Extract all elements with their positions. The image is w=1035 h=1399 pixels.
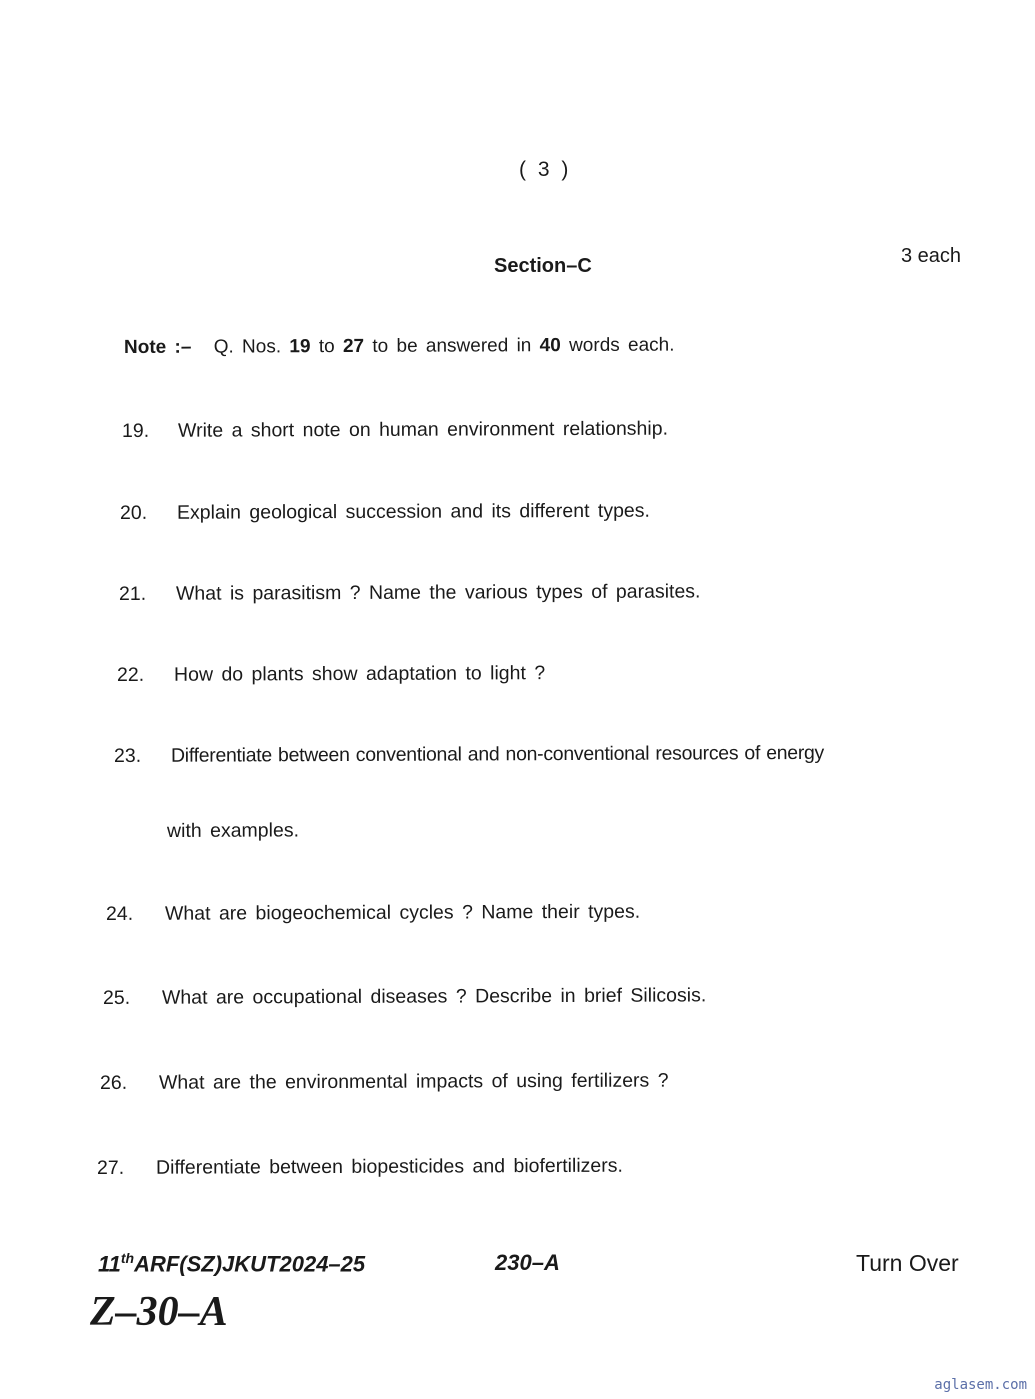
note-mid: to be answered in xyxy=(372,335,532,357)
exam-code-rest: ARF(SZ)JKUT2024–25 xyxy=(134,1251,366,1277)
question-24 xyxy=(105,900,641,926)
question-text: Write a short note on human environment relationship. xyxy=(177,417,669,442)
question-text: How do plants show adaptation to light ? xyxy=(173,662,546,686)
question-number: 23. xyxy=(113,744,142,767)
turn-over: Turn Over xyxy=(856,1250,959,1276)
question-text: Explain geological succession and its different types. xyxy=(176,499,650,524)
question-number: 21. xyxy=(118,582,147,605)
question-text: Differentiate between conventional and non-conventional resources of energy xyxy=(170,741,825,767)
question-text-continued: with examples. xyxy=(166,819,300,842)
question-number: 22. xyxy=(116,663,145,686)
question-20 xyxy=(119,499,650,525)
question-number: 19. xyxy=(121,419,150,442)
question-number: 20. xyxy=(119,501,148,524)
question-text: What are the environmental impacts of using fertilizers ? xyxy=(158,1069,669,1094)
note-to-word: to xyxy=(318,336,335,358)
question-26 xyxy=(99,1069,669,1095)
question-number: 25. xyxy=(102,986,131,1009)
question-number: 24. xyxy=(105,902,134,925)
note-to: 27 xyxy=(342,335,365,358)
question-22 xyxy=(116,662,546,687)
exam-code xyxy=(98,1250,365,1277)
question-text: Differentiate between biopesticides and biofertilizers. xyxy=(155,1154,623,1179)
note-from: 19 xyxy=(289,336,311,358)
question-19 xyxy=(121,417,669,443)
question-text: What are occupational diseases ? Describe in brief Silicosis. xyxy=(161,984,707,1009)
exam-code-sup: th xyxy=(120,1250,135,1266)
section-title: Section–C xyxy=(494,255,592,277)
exam-code-prefix: 11 xyxy=(98,1251,121,1277)
marks-per-question: 3 each xyxy=(901,245,962,267)
question-23 xyxy=(113,741,825,768)
watermark: aglasem.com xyxy=(934,1377,1027,1393)
question-number: 26. xyxy=(99,1071,128,1094)
question-21 xyxy=(118,580,701,606)
page-number: ( 3 ) xyxy=(519,158,572,181)
set-code: Z–30–A xyxy=(90,1289,228,1335)
question-27 xyxy=(96,1154,623,1180)
note-post: words each. xyxy=(569,334,675,357)
section-note xyxy=(124,335,675,359)
question-text: What is parasitism ? Name the various types of parasites. xyxy=(175,580,701,605)
question-25 xyxy=(102,984,707,1010)
note-words: 40 xyxy=(539,335,561,357)
question-text: What are biogeochemical cycles ? Name their types. xyxy=(164,900,641,925)
note-label: Note :– xyxy=(123,336,192,358)
note-pre: Q. Nos. xyxy=(213,336,282,358)
paper-code: 230–A xyxy=(495,1250,560,1275)
question-number: 27. xyxy=(96,1156,125,1179)
question-23-continued xyxy=(167,819,299,843)
